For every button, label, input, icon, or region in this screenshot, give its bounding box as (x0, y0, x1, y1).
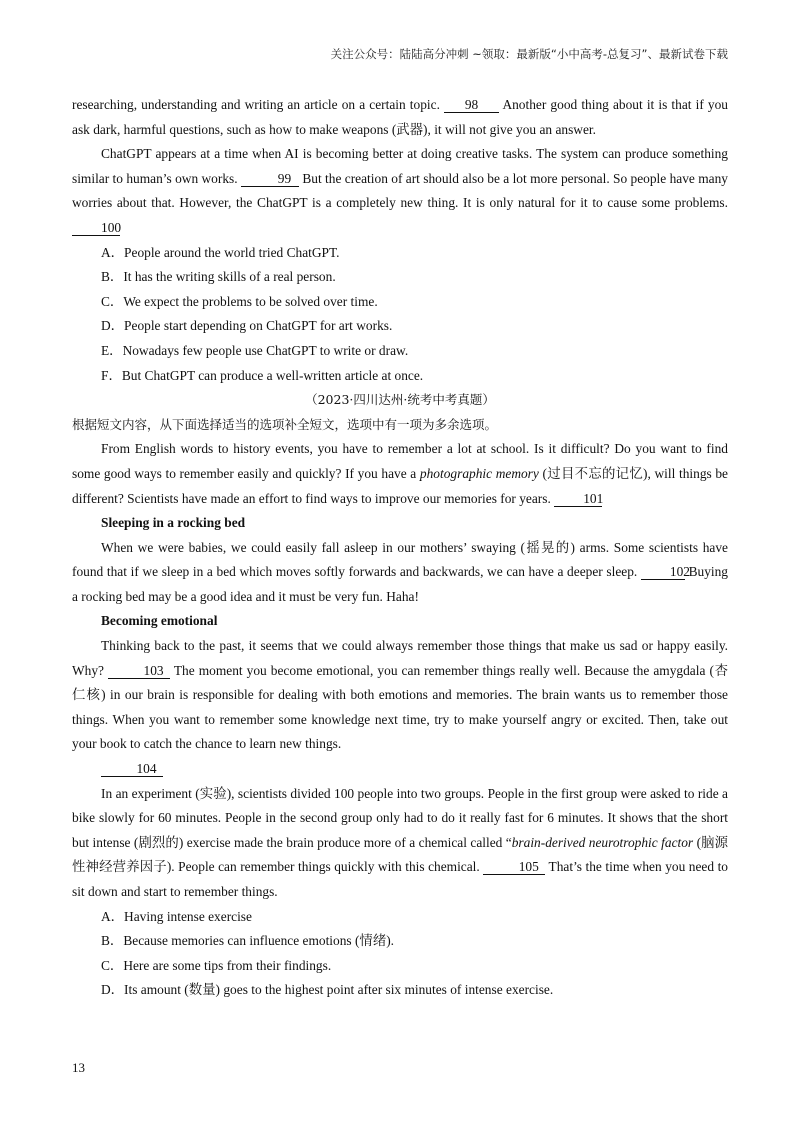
blank-100: 100 (72, 220, 120, 236)
paragraph (72, 536, 728, 610)
text: Thinking back to the past, it seems that we could always remember those things that make us sad or happy easily. Why? (72, 638, 728, 678)
paragraph (72, 93, 728, 142)
text: In an experiment (实验), scientists divided 100 people into two groups. People in the first group were asked to ride a bike slowly for 60 minutes. People in the second group only had to do it really fast for 6 minutes. It shows that the short but intense (剧烈的) exercise made the brain produce more of a chemical called “ (72, 785, 728, 850)
option-b: B．Because memories can influence emotions (情绪). (101, 933, 395, 949)
text: Buying a rocking bed may be a good idea and it must be very fun. Haha! (72, 564, 728, 604)
instruction: 根据短文内容，从下面选择适当的选项补全短文，选项中有一项为多余选项。 (72, 416, 498, 432)
option-c: C．Here are some tips from their findings. (101, 957, 332, 973)
paragraph (72, 782, 728, 905)
option-c: C．We expect the problems to be solved over time. (101, 293, 378, 309)
paragraph (72, 757, 728, 782)
section-heading: Becoming emotional (101, 613, 218, 629)
text: Another good thing about it is that if you ask dark, harmful questions, such as how to make weapons (武器), it will not give you an answer. (72, 97, 728, 137)
text: The moment you become emotional, you can remember things really well. Because the amygdala (杏仁核) in our brain is responsible for dealing with both emotions and memories. The brain wants us to remember those things. When you want to remember some knowledge next time, try to make yourself angry or excited. Then, take out your book to catch the chance to learn new things. (72, 662, 728, 752)
blank-99: 99 (241, 171, 299, 187)
text: researching, understanding and writing an article on a certain topic. (72, 97, 440, 112)
blank-98: 98 (444, 97, 499, 113)
blank-104: 104 (101, 761, 163, 777)
blank-101: 101 (554, 491, 602, 507)
italic-term: photographic memory (419, 465, 539, 481)
text: When we were babies, we could easily fall asleep in our mothers’ swaying (摇晃的) arms. Some scientists have found that if we sleep in a bed which moves softly forwards and backwards, we can have a deeper sleep. (72, 539, 728, 580)
blank-105: 105 (483, 859, 545, 875)
text: ChatGPT appears at a time when AI is becoming better at doing creative tasks. The system can produce something similar to human’s own works. (72, 146, 728, 186)
paragraph (72, 634, 728, 757)
paragraph (72, 437, 728, 511)
option-b: B．It has the writing skills of a real person. (101, 269, 336, 285)
section-heading: Sleeping in a rocking bed (101, 515, 246, 531)
italic-term: brain-derived neurotrophic factor (511, 834, 694, 850)
option-d: D．People start depending on ChatGPT for art works. (101, 318, 393, 334)
blank-103: 103 (108, 663, 170, 679)
text: (过目不忘的记忆), will things be different? Scientists have made an effort to find ways to improve our memories for years. (72, 465, 729, 506)
document-body (72, 93, 728, 1003)
option-f: F．But ChatGPT can produce a well-written article at once. (101, 367, 424, 383)
text: That’s the time when you need to sit down and start to remember things. (72, 859, 728, 899)
option-e: E．Nowadays few people use ChatGPT to write or draw. (101, 342, 409, 358)
option-a: A．Having intense exercise (101, 908, 252, 924)
text: (脑源性神经营养因子). People can remember things quickly with this chemical. (72, 834, 728, 875)
option-d: D．Its amount (数量) goes to the highest point after six minutes of intense exercise. (101, 982, 554, 998)
option-a: A．People around the world tried ChatGPT. (101, 244, 340, 260)
page-number: 13 (72, 1060, 85, 1075)
text: From English words to history events, you have to remember a lot at school. Is it difficult? Do you want to find some good ways to remember easily and quickly? If you have a (72, 441, 728, 481)
blank-102: 102 (641, 564, 685, 580)
page-header: 关注公众号：陆陆高分冲刺 ~领取：最新版“小中高考-总复习”、最新试卷下载 (330, 47, 728, 61)
text: But the creation of art should also be a lot more personal. So people have many worries about that. However, the ChatGPT is a completely new thing. It is only natural for it to cause some problems. (72, 170, 728, 211)
source-line: （2023·四川达州·统考中考真题） (305, 392, 495, 408)
paragraph (72, 142, 728, 240)
